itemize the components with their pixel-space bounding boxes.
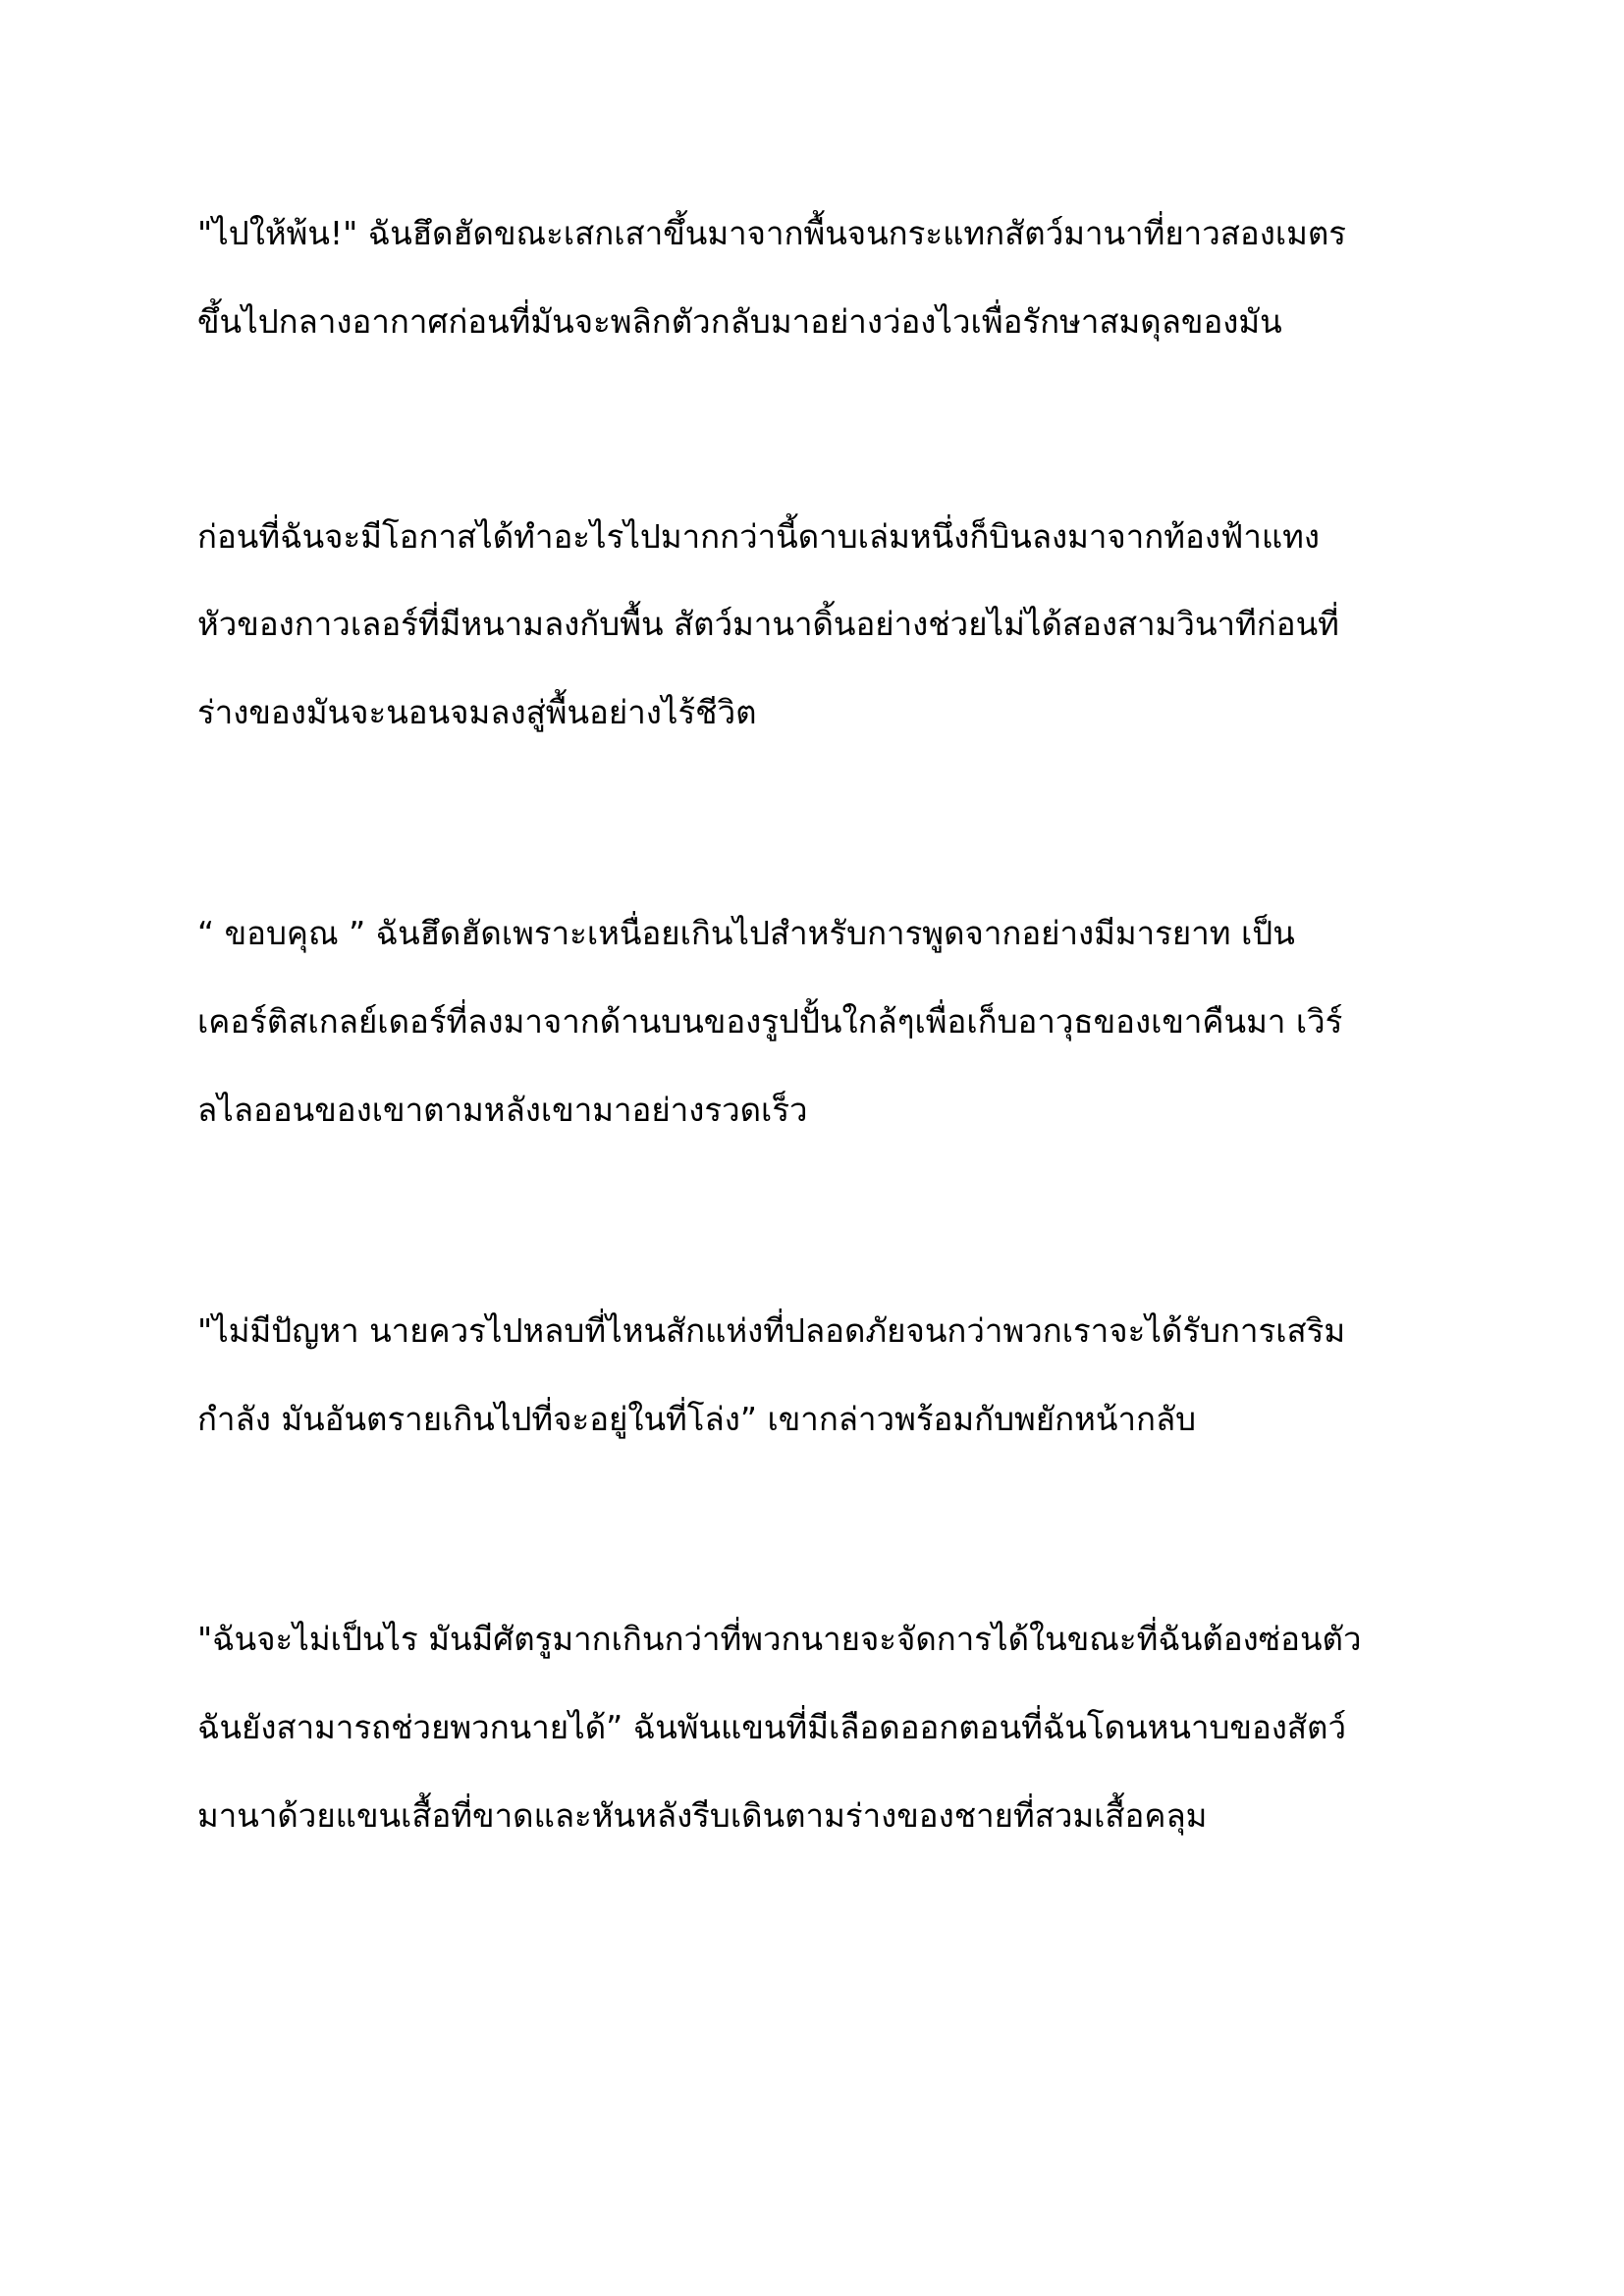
text-line: "ฉันจะไม่เป็นไร มันมีศัตรูมากเกินกว่าที่พวกนายจะจัดการได้ในขณะที่ฉันต้องซ่อนตัว xyxy=(197,1620,1362,1658)
text-line: "ไปให้พ้น!" ฉันฮึดฮัดขณะเสกเสาขึ้นมาจากพื้นจนกระแทกสัตว์มานาที่ยาวสองเมตร xyxy=(197,214,1347,252)
text-line: หัวของกาวเลอร์ที่มีหนามลงกับพื้น สัตว์มานาดิ้นอย่างช่วยไม่ได้สองสามวินาทีก่อนที่ xyxy=(197,605,1339,643)
text-line: มานาด้วยแขนเสื้อที่ขาดและหันหลังรีบเดินตามร่างของชายที่สวมเสื้อคลุม xyxy=(197,1796,1208,1835)
text-line: “ ขอบคุณ ” ฉันฮึดฮัดเพราะเหนื่อยเกินไปสำหรับการพูดจากอย่างมีมารยาท เป็น xyxy=(197,914,1295,952)
text-line: ลไลออนของเขาตามหลังเขามาอย่างรวดเร็ว xyxy=(197,1091,808,1129)
text-line: ฉันยังสามารถช่วยพวกนายได้” ฉันพันแขนที่มีเลือดออกตอนที่ฉันโดนหนาบของสัตว์ xyxy=(197,1708,1347,1746)
text-line: ก่อนที่ฉันจะมีโอกาสได้ทำอะไรไปมากกว่านี้ดาบเล่มหนึ่งก็บินลงมาจากท้องฟ้าแทง xyxy=(197,517,1320,556)
text-line: "ไม่มีปัญหา นายควรไปหลบที่ไหนสักแห่งที่ปลอดภัยจนกว่าพวกเราจะได้รับการเสริม xyxy=(197,1311,1346,1350)
text-line: กำลัง มันอันตรายเกินไปที่จะอยู่ในที่โล่ง” เขากล่าวพร้อมกับพยักหน้ากลับ xyxy=(197,1400,1197,1438)
text-line: ขึ้นไปกลางอากาศก่อนที่มันจะพลิกตัวกลับมาอย่างว่องไวเพื่อรักษาสมดุลของมัน xyxy=(197,302,1282,341)
text-line: ร่างของมันจะนอนจมลงสู่พื้นอย่างไร้ชีวิต xyxy=(197,693,757,731)
text-line: เคอร์ติสเกลย์เดอร์ที่ลงมาจากด้านบนของรูปปั้นใกล้ๆเพื่อเก็บอาวุธของเขาคืนมา เวิร์ xyxy=(197,1002,1343,1041)
